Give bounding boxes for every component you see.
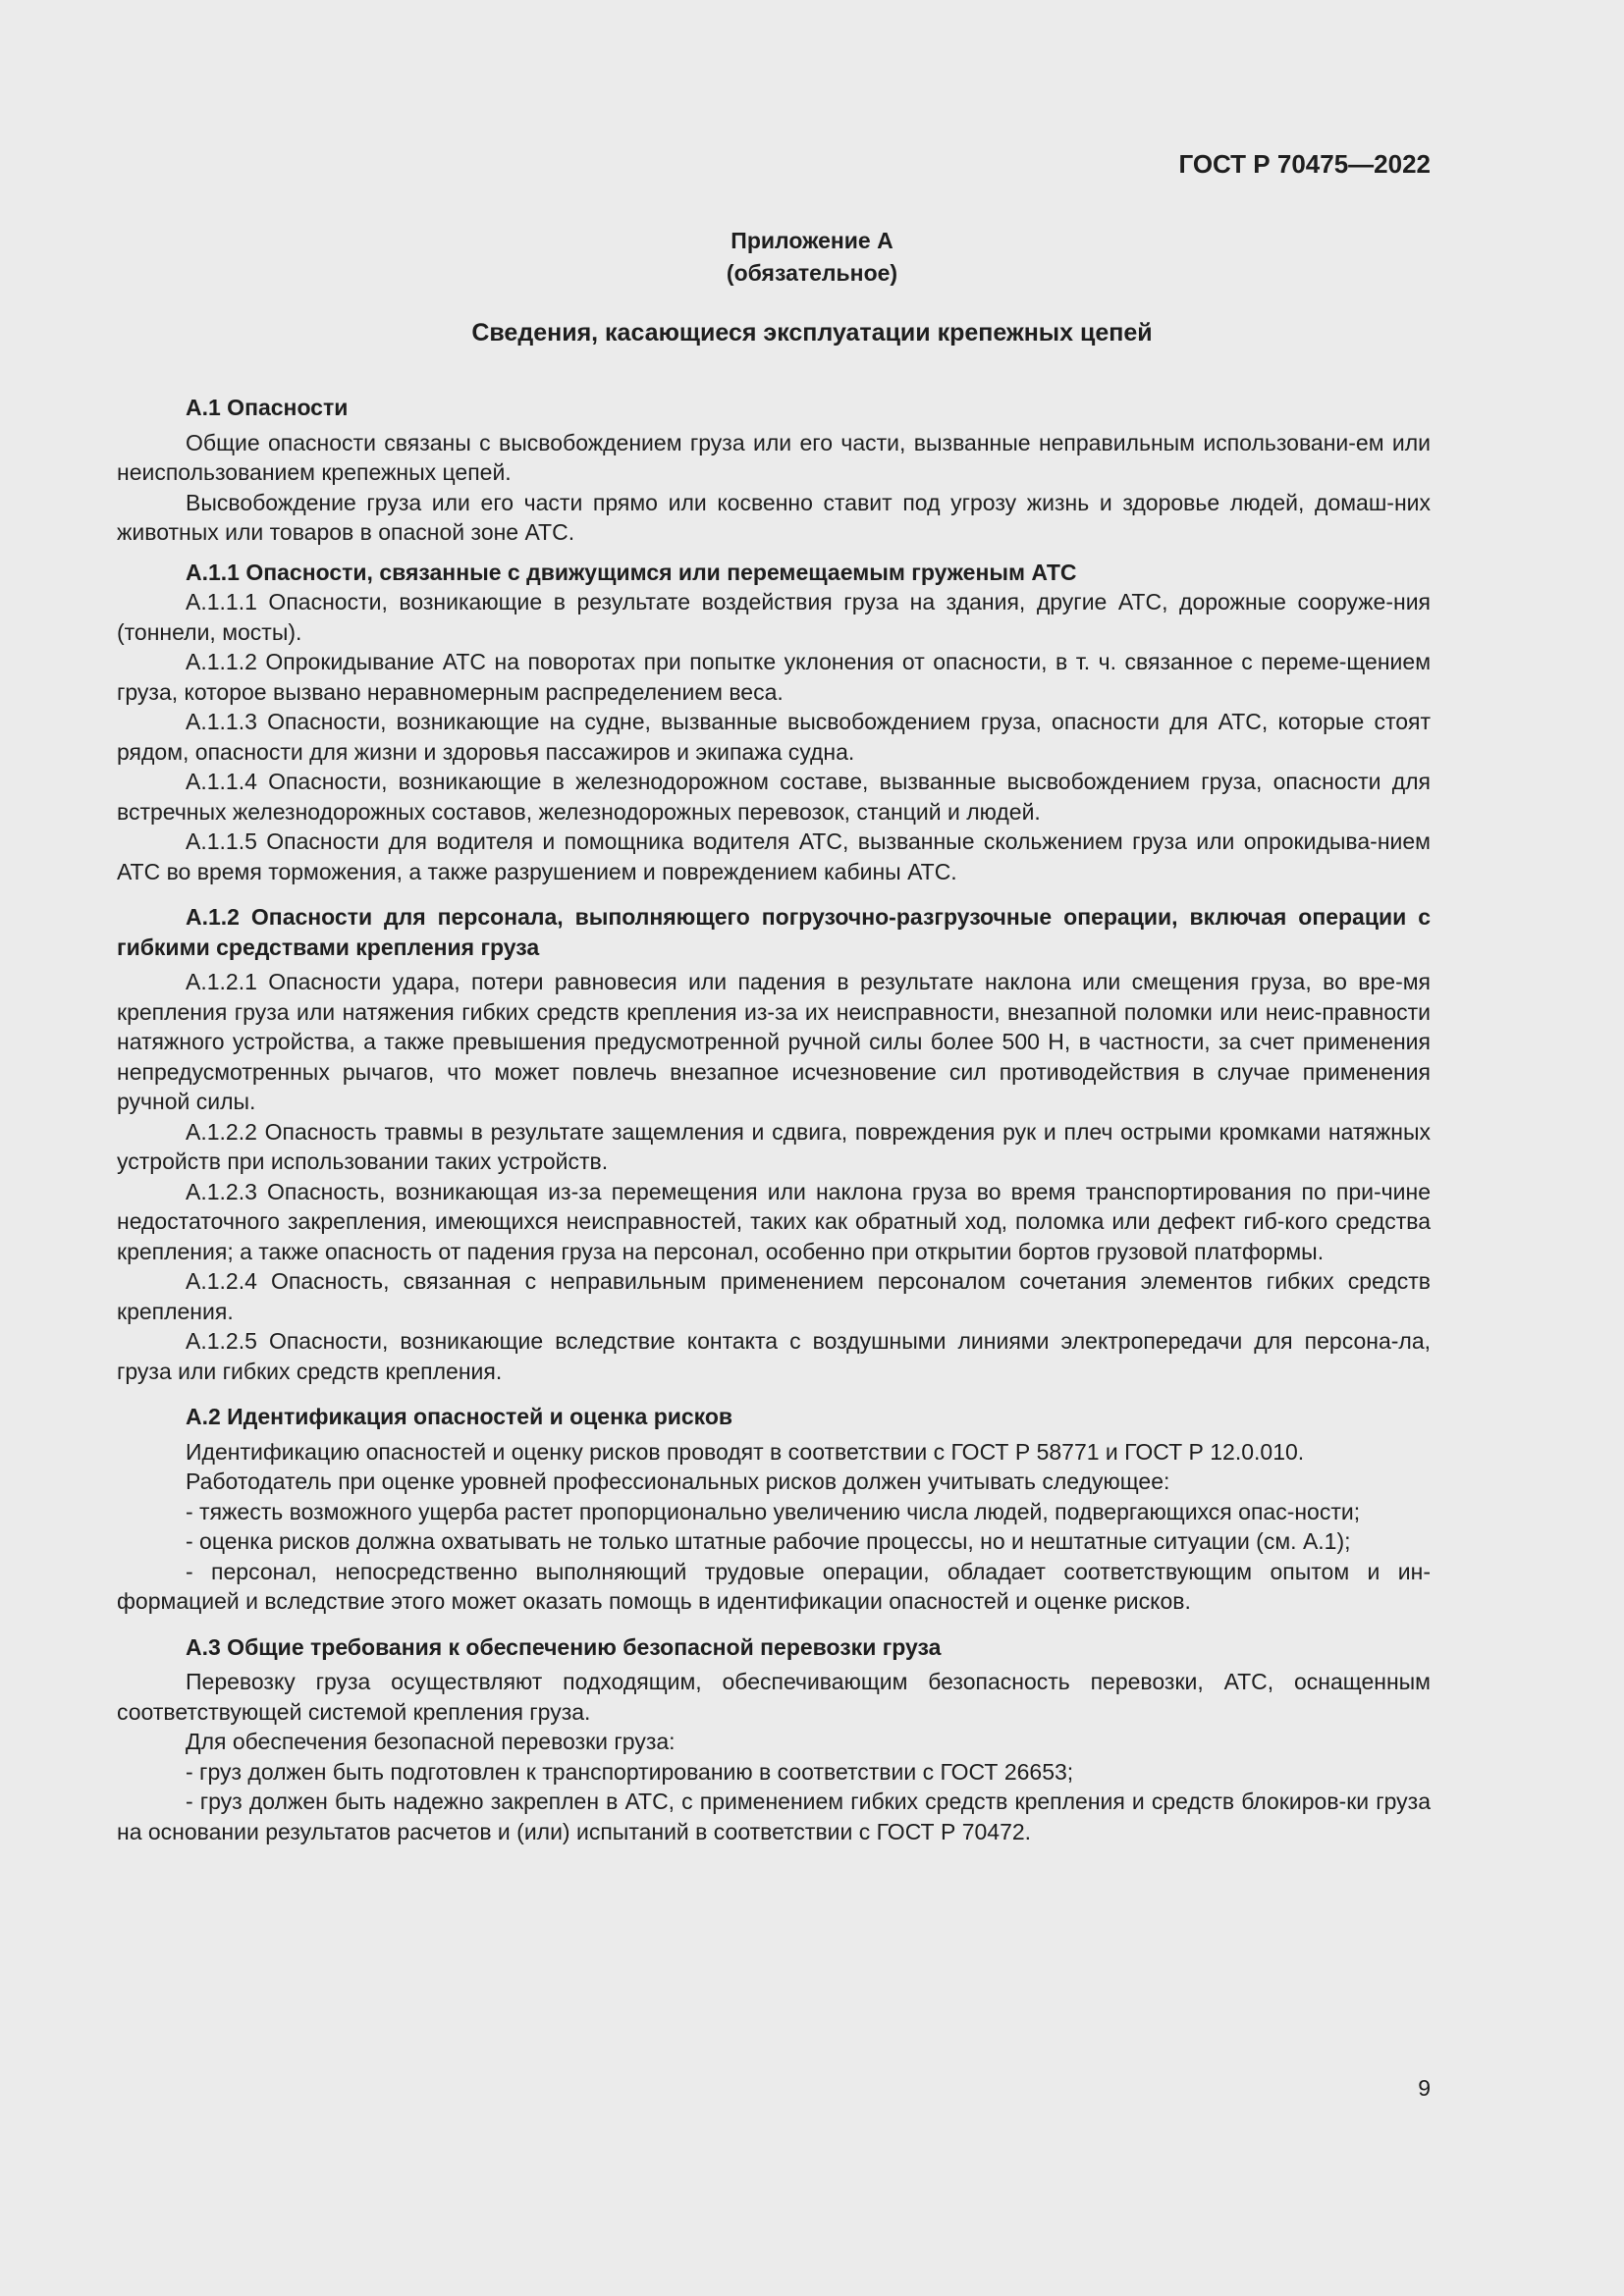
page-number: 9 bbox=[1418, 2075, 1431, 2101]
paragraph: А.1.1.2 Опрокидывание АТС на поворотах при попытке уклонения от опасности, в т. ч. связанное с переме-щением груза, которое вызвано неравномерным распределением веса. bbox=[117, 649, 1431, 705]
section-heading: А.2 Идентификация опасностей и оценка рисков bbox=[186, 1404, 733, 1429]
annex-status: (обязательное) bbox=[726, 260, 898, 286]
section-heading: А.3 Общие требования к обеспечению безопасной перевозки груза bbox=[186, 1633, 942, 1660]
annex-label: Приложение А bbox=[731, 228, 893, 253]
paragraph: - персонал, непосредственно выполняющий трудовые операции, обладает соответствующим опытом и ин-формацией и вследствие этого может оказать помощь в идентификации опасностей и оценке рисков. bbox=[117, 1558, 1431, 1614]
paragraph: А.1.1.1 Опасности, возникающие в результате воздействия груза на здания, другие АТС, дорожные сооруже-ния (тоннели, мосты). bbox=[117, 589, 1431, 645]
paragraph: А.1.2.2 Опасность травмы в результате защемления и сдвига, повреждения рук и плеч острыми кромками натяжных устройств при использовании таких устройств. bbox=[117, 1118, 1431, 1174]
paragraph: Перевозку груза осуществляют подходящим, обеспечивающим безопасность перевозки, АТС, оснащенным соответствующей системой крепления груза. bbox=[117, 1669, 1431, 1725]
paragraph: А.1.2.3 Опасность, возникающая из-за перемещения или наклона груза во время транспортирования по при-чине недостаточного закрепления, имеющихся неисправностей, таких как обратный ход, поломка или дефект гиб-кого средства крепления; а также опасность от падения груза на персонал, особенно при открытии бортов грузовой платформы. bbox=[117, 1178, 1431, 1264]
paragraph: - груз должен быть надежно закреплен в АТС, с применением гибких средств крепления и средств блокиров-ки груза на основании результатов расчетов и (или) испытаний в соответствии с ГОСТ Р 70472. bbox=[117, 1789, 1431, 1844]
paragraph: - тяжесть возможного ущерба растет пропорционально увеличению числа людей, подвергающихся опас-ности; bbox=[186, 1498, 1361, 1524]
paragraph: А.1.2.4 Опасность, связанная с неправильным применением персоналом сочетания элементов гибких средств крепления. bbox=[117, 1268, 1431, 1324]
paragraph: А.1.1.3 Опасности, возникающие на судне, вызванные высвобождением груза, опасности для АТС, которые стоят рядом, опасности для жизни и здоровья пассажиров и экипажа судна. bbox=[117, 709, 1431, 765]
paragraph: Работодатель при оценке уровней профессиональных рисков должен учитывать следующее: bbox=[186, 1468, 1170, 1494]
paragraph: А.1.1.4 Опасности, возникающие в железнодорожном составе, вызванные высвобождением груза, опасности для встречных железнодорожных составов, железнодорожных перевозок, станций и людей. bbox=[117, 769, 1431, 825]
annex-title: Сведения, касающиеся эксплуатации крепежных цепей bbox=[471, 319, 1153, 347]
paragraph: Для обеспечения безопасной перевозки груза: bbox=[186, 1729, 676, 1754]
paragraph: - оценка рисков должна охватывать не только штатные рабочие процессы, но и нештатные ситуации (см. А.1); bbox=[186, 1528, 1351, 1554]
document-number: ГОСТ Р 70475—2022 bbox=[1178, 149, 1431, 179]
section-heading: А.1.2 Опасности для персонала, выполняющего погрузочно-разгрузочные операции, включая операции с гибкими средствами крепления груза bbox=[117, 904, 1431, 960]
paragraph: Высвобождение груза или его части прямо или косвенно ставит под угрозу жизнь и здоровье людей, домаш-них животных или товаров в опасной зоне АТС. bbox=[117, 489, 1431, 545]
section-heading: А.1 Опасности bbox=[186, 395, 349, 420]
annex-heading bbox=[0, 225, 1624, 290]
paragraph: - груз должен быть подготовлен к транспортированию в соответствии с ГОСТ 26653; bbox=[186, 1758, 1074, 1785]
paragraph: Идентификацию опасностей и оценку рисков проводят в соответствии с ГОСТ Р 58771 и ГОСТ Р 12.0.010. bbox=[186, 1438, 1305, 1465]
paragraph: А.1.1.5 Опасности для водителя и помощника водителя АТС, вызванные скольжением груза или опрокидыва-нием АТС во время торможения, а также разрушением и повреждением кабины АТС. bbox=[117, 828, 1431, 884]
paragraph: А.1.2.5 Опасности, возникающие вследствие контакта с воздушными линиями электропередачи для персона-ла, груза или гибких средств крепления. bbox=[117, 1328, 1431, 1384]
paragraph: А.1.2.1 Опасности удара, потери равновесия или падения в результате наклона или смещения груза, во вре-мя крепления груза или натяжения гибких средств крепления из-за их неисправности, внезапной поломки или неис-правности натяжного устройства, а также превышения предусмотренной ручной силы более 500 Н, в частности, за счет применения непредусмотренных рычагов, что может повлечь внезапное исчезновение сил противодействия в случае применения ручной силы. bbox=[117, 969, 1431, 1114]
document-body bbox=[117, 393, 1431, 1846]
paragraph: Общие опасности связаны с высвобождением груза или его части, вызванные неправильным использовани-ем или неиспользованием крепежных цепей. bbox=[117, 429, 1431, 485]
section-heading: А.1.1 Опасности, связанные с движущимся или перемещаемым груженым АТС bbox=[186, 559, 1077, 585]
